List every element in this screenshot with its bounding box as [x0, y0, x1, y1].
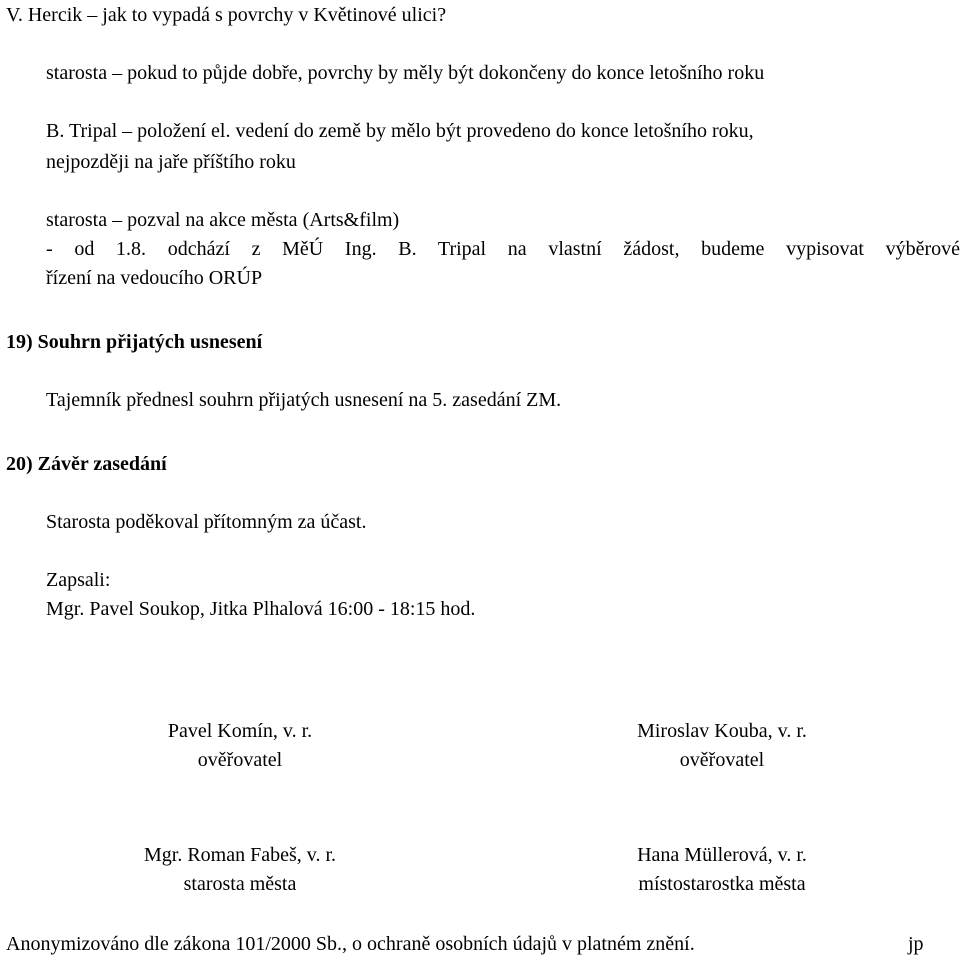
signatory-name: Mgr. Roman Fabeš, v. r. — [143, 844, 337, 866]
footer-initials: jp — [908, 933, 924, 955]
signature-block — [552, 841, 892, 899]
recorded-by-names: Mgr. Pavel Soukop, Jitka Plhalová 16:00 - 18:15 hod. — [46, 598, 476, 620]
signature-block — [552, 717, 892, 775]
section-heading: 20) Závěr zasedání — [6, 453, 167, 475]
signatory-name: Miroslav Kouba, v. r. — [637, 720, 807, 742]
paragraph-line: starosta – pokud to půjde dobře, povrchy by měly být dokončeny do konce letošního roku — [46, 62, 765, 84]
anonymization-footer — [6, 932, 930, 956]
paragraph-line: nejpozději na jaře příštího roku — [46, 151, 296, 173]
paragraph-line: řízení na vedoucího ORÚP — [46, 267, 263, 289]
footer-text: Anonymizováno dle zákona 101/2000 Sb., o ochraně osobních údajů v platném znění. — [6, 933, 695, 955]
paragraph-line: V. Hercik – jak to vypadá s povrchy v Květinové ulici? — [6, 4, 447, 26]
paragraph-line: B. Tripal – položení el. vedení do země by mělo být provedeno do konce letošního roku, — [46, 120, 754, 142]
section-text: Starosta poděkoval přítomným za účast. — [46, 511, 367, 533]
signatory-role: starosta města — [183, 873, 297, 895]
paragraph-line: starosta – pozval na akce města (Arts&film) — [46, 209, 400, 231]
signatory-name: Hana Müllerová, v. r. — [637, 844, 807, 866]
signature-block — [70, 717, 410, 775]
recorded-by-label: Zapsali: — [46, 569, 111, 591]
signatory-role: ověřovatel — [197, 749, 283, 771]
signatory-role: místostarostka města — [638, 873, 806, 895]
signatory-name: Pavel Komín, v. r. — [167, 720, 313, 742]
section-heading: 19) Souhrn přijatých usnesení — [6, 331, 263, 353]
section-text: Tajemník přednesl souhrn přijatých usnesení na 5. zasedání ZM. — [46, 389, 562, 411]
signatory-role: ověřovatel — [679, 749, 765, 771]
paragraph-line: - od 1.8. odchází z MěÚ Ing. B. Tripal na vlastní žádost, budeme vypisovat výběrové — [46, 238, 960, 260]
signature-block — [70, 841, 410, 899]
